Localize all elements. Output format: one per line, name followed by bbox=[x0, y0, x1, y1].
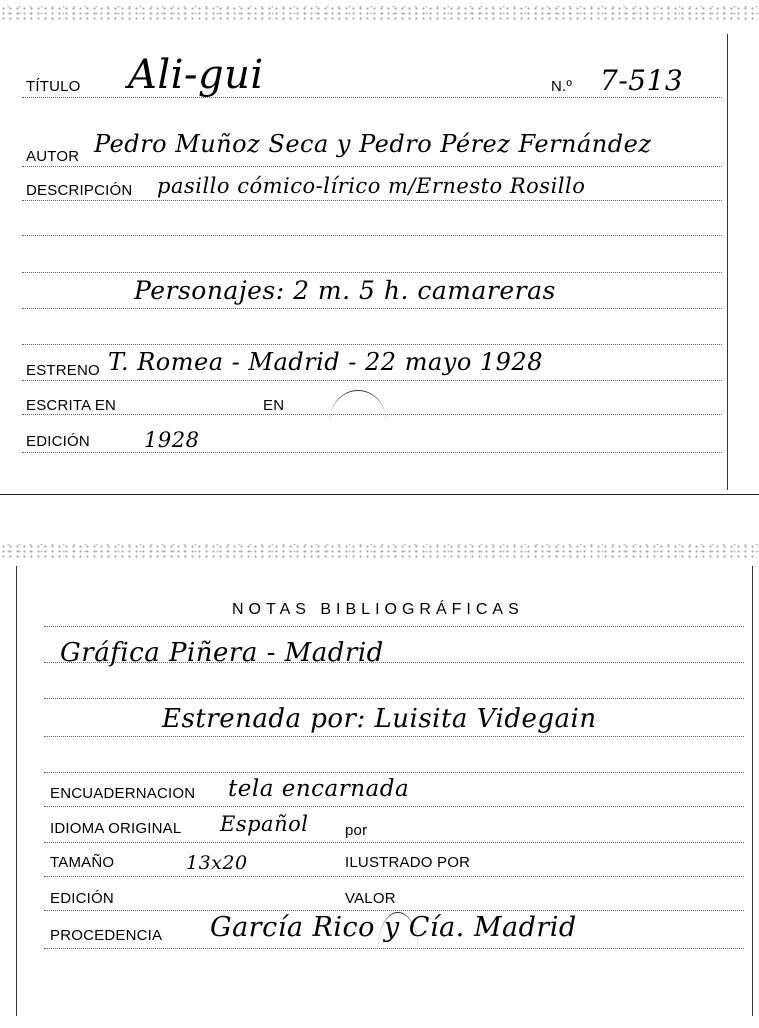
catalog-card-bottom bbox=[0, 540, 759, 1028]
descripcion-label: DESCRIPCIÓN bbox=[26, 182, 133, 199]
encuadernacion-label: ENCUADERNACION bbox=[50, 785, 196, 802]
ruled-line bbox=[22, 344, 722, 345]
ruled-line bbox=[44, 626, 744, 627]
encuadernacion-value: tela encarnada bbox=[228, 776, 410, 802]
titulo-value: Ali-gui bbox=[128, 52, 264, 98]
por-label: por bbox=[345, 822, 368, 839]
escrita-en-label: ESCRITA EN bbox=[26, 397, 117, 414]
estreno-value: T. Romea - Madrid - 22 mayo 1928 bbox=[108, 348, 543, 376]
ruled-line bbox=[44, 736, 744, 737]
numero-value: 7-513 bbox=[600, 64, 684, 97]
ruled-line bbox=[44, 842, 744, 843]
ruled-line bbox=[22, 308, 722, 309]
card-edge-speckle bbox=[0, 6, 759, 20]
estreno-label: ESTRENO bbox=[26, 362, 100, 379]
valor-label: VALOR bbox=[345, 890, 396, 907]
ruled-line bbox=[22, 235, 722, 236]
catalog-card-top bbox=[0, 0, 759, 495]
nota-1: Gráfica Piñera - Madrid bbox=[60, 638, 384, 668]
card-edge-speckle bbox=[0, 544, 759, 558]
card-right-border bbox=[727, 34, 728, 490]
ilustrado-label: ILUSTRADO POR bbox=[345, 854, 471, 871]
edicion-label: EDICIÓN bbox=[50, 890, 114, 907]
notas-heading: NOTAS BIBLIOGRÁFICAS bbox=[232, 601, 524, 618]
ruled-line bbox=[44, 698, 744, 699]
card-left-border bbox=[16, 566, 17, 1016]
ruled-line bbox=[22, 166, 722, 167]
ruled-line bbox=[22, 452, 722, 453]
descripcion-value: pasillo cómico-lírico m/Ernesto Rosillo bbox=[157, 174, 586, 198]
idioma-value: Español bbox=[220, 812, 309, 836]
nota-2: Estrenada por: Luisita Videgain bbox=[162, 704, 597, 734]
tamano-value: 13x20 bbox=[186, 852, 248, 874]
en-label: EN bbox=[263, 397, 285, 414]
titulo-label: TÍTULO bbox=[26, 78, 81, 95]
circular-stamp bbox=[330, 390, 386, 451]
ruled-line bbox=[44, 876, 744, 877]
edicion-label: EDICIÓN bbox=[26, 433, 90, 450]
procedencia-value: García Rico y Cía. Madrid bbox=[210, 912, 577, 943]
idioma-label: IDIOMA ORIGINAL bbox=[50, 820, 182, 837]
personajes-value: Personajes: 2 m. 5 h. camareras bbox=[134, 276, 556, 305]
card-right-border bbox=[752, 566, 753, 1016]
ruled-line bbox=[44, 806, 744, 807]
procedencia-label: PROCEDENCIA bbox=[50, 927, 163, 944]
circular-stamp bbox=[378, 912, 418, 983]
ruled-line bbox=[44, 772, 744, 773]
ruled-line bbox=[22, 97, 722, 98]
ruled-line bbox=[22, 200, 722, 201]
edicion-value: 1928 bbox=[144, 428, 200, 452]
ruled-line bbox=[22, 272, 722, 273]
ruled-line bbox=[44, 910, 744, 911]
ruled-line bbox=[22, 380, 722, 381]
tamano-label: TAMAÑO bbox=[50, 854, 115, 871]
autor-value: Pedro Muñoz Seca y Pedro Pérez Fernández bbox=[94, 130, 652, 158]
numero-label: N.º bbox=[551, 78, 573, 95]
autor-label: AUTOR bbox=[26, 148, 80, 165]
